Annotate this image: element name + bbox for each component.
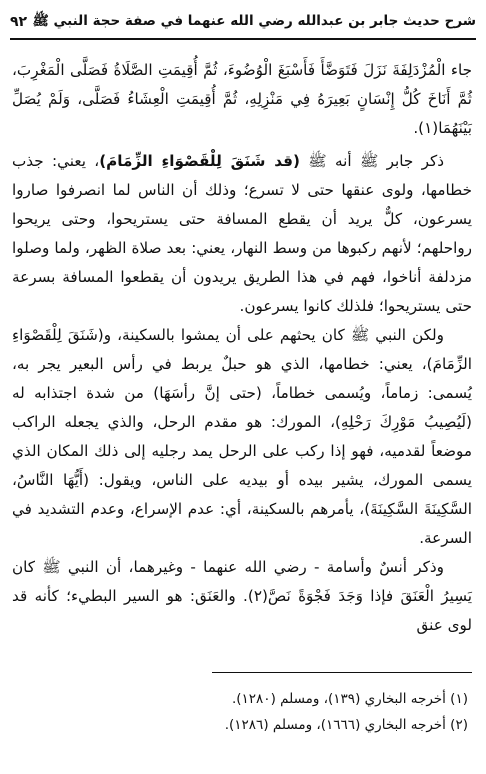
running-title: شرح حديث جابر بن عبدالله رضي الله عنهما في صفة حجة النبي ﷺ (32, 13, 476, 29)
header-rule (10, 38, 476, 40)
paragraph-2-lead: ذكر جابر ﷺ أنه ﷺ (308, 152, 444, 170)
page-number: ٩٢ (10, 14, 28, 30)
footnote-2: (٢) أخرجه البخاري (١٦٦٦)، ومسلم (١٢٨٦). (224, 717, 468, 733)
paragraph-2 (12, 147, 472, 321)
paragraph-2-body: ، يعني: جذب خطامها، ولوى عنقها حتى لا تسرع؛ وذلك أن الناس لما انصرفوا صاروا يسرعون، كلٌّ يريد أن يقطع المسافة حتى يستريحوا، وحتى يريحوا رواحلهم؛ لأنهم ركبوها من وسط النهار، يعني: بعد صلاة الظهر، ولما وصلوا مزدلفة أناخوا، فهم في هذا الطريق يريدون أن يقطعوا المسافة بسرعة حتى يستريحوا؛ فلذلك كانوا يسرعون. (12, 152, 472, 315)
footnotes (12, 686, 468, 738)
running-header (10, 8, 476, 36)
footnote-rule (212, 672, 472, 673)
footnote-1: (١) أخرجه البخاري (١٣٩)، ومسلم (١٢٨٠). (231, 691, 468, 707)
paragraph-4: وذكر أنسٌ وأسامة - رضي الله عنهما - وغيرهما، أن النبي ﷺ كان يَسِيرُ الْعَنَقَ فإذا وَجَدَ فَجْوَةً نَصَّ(٢). والعَنَق: هو السير البطيء؛ كأنه قد لوى عنق (12, 558, 472, 634)
paragraph-3: ولكن النبي ﷺ كان يحثهم على أن يمشوا بالسكينة، و(شَنَقَ لِلْقَصْوَاءِ الزِّمَامَ)، يعني: خطامها، الذي هو حبلٌ يربط في رأس البعير يجر به، يُسمى: زماماً، ويُسمى خطاماً، (حتى إنَّ رأسَهَا) من شدة اجتذابه له (لَيُصِيبُ مَوْرِكَ رَحْلِهِ)، المورك: هو مقدم الرحل، والذي يجعله الراكب موضعاً لقدميه، فهو إذا ركب على الرحل يمد رجليه إلى ذلك المكان الذي يسمى المورك، يشير بيده أو بيديه على الناس، ويقول: (أَيُّهَا النَّاسُ، السَّكِينَةَ السَّكِينَةَ)، يأمرهم بالسكينة، أي: عدم الإسراع، وعدم التشديد في السرعة. (12, 326, 472, 547)
hadith-quote: (قد شَنَقَ لِلْقَصْوَاءِ الزِّمَامَ) (99, 152, 300, 170)
paragraph-1: جاء الْمُزْدَلِفَةَ نَزَلَ فَتَوَضَّأَ فَأَسْبَغَ الْوُضُوءَ، ثُمَّ أُقِيمَتِ الصَّلَاةُ فَصَلَّى الْمَغْرِبَ، ثُمَّ أَنَاخَ كُلُّ إِنْسَانٍ بَعِيرَهُ فِي مَنْزِلِهِ، ثُمَّ أُقِيمَتِ الْعِشَاءُ فَصَلَّى، وَلَمْ يُصَلِّ بَيْنَهُمَا(١). (12, 61, 472, 137)
main-text (12, 56, 472, 640)
